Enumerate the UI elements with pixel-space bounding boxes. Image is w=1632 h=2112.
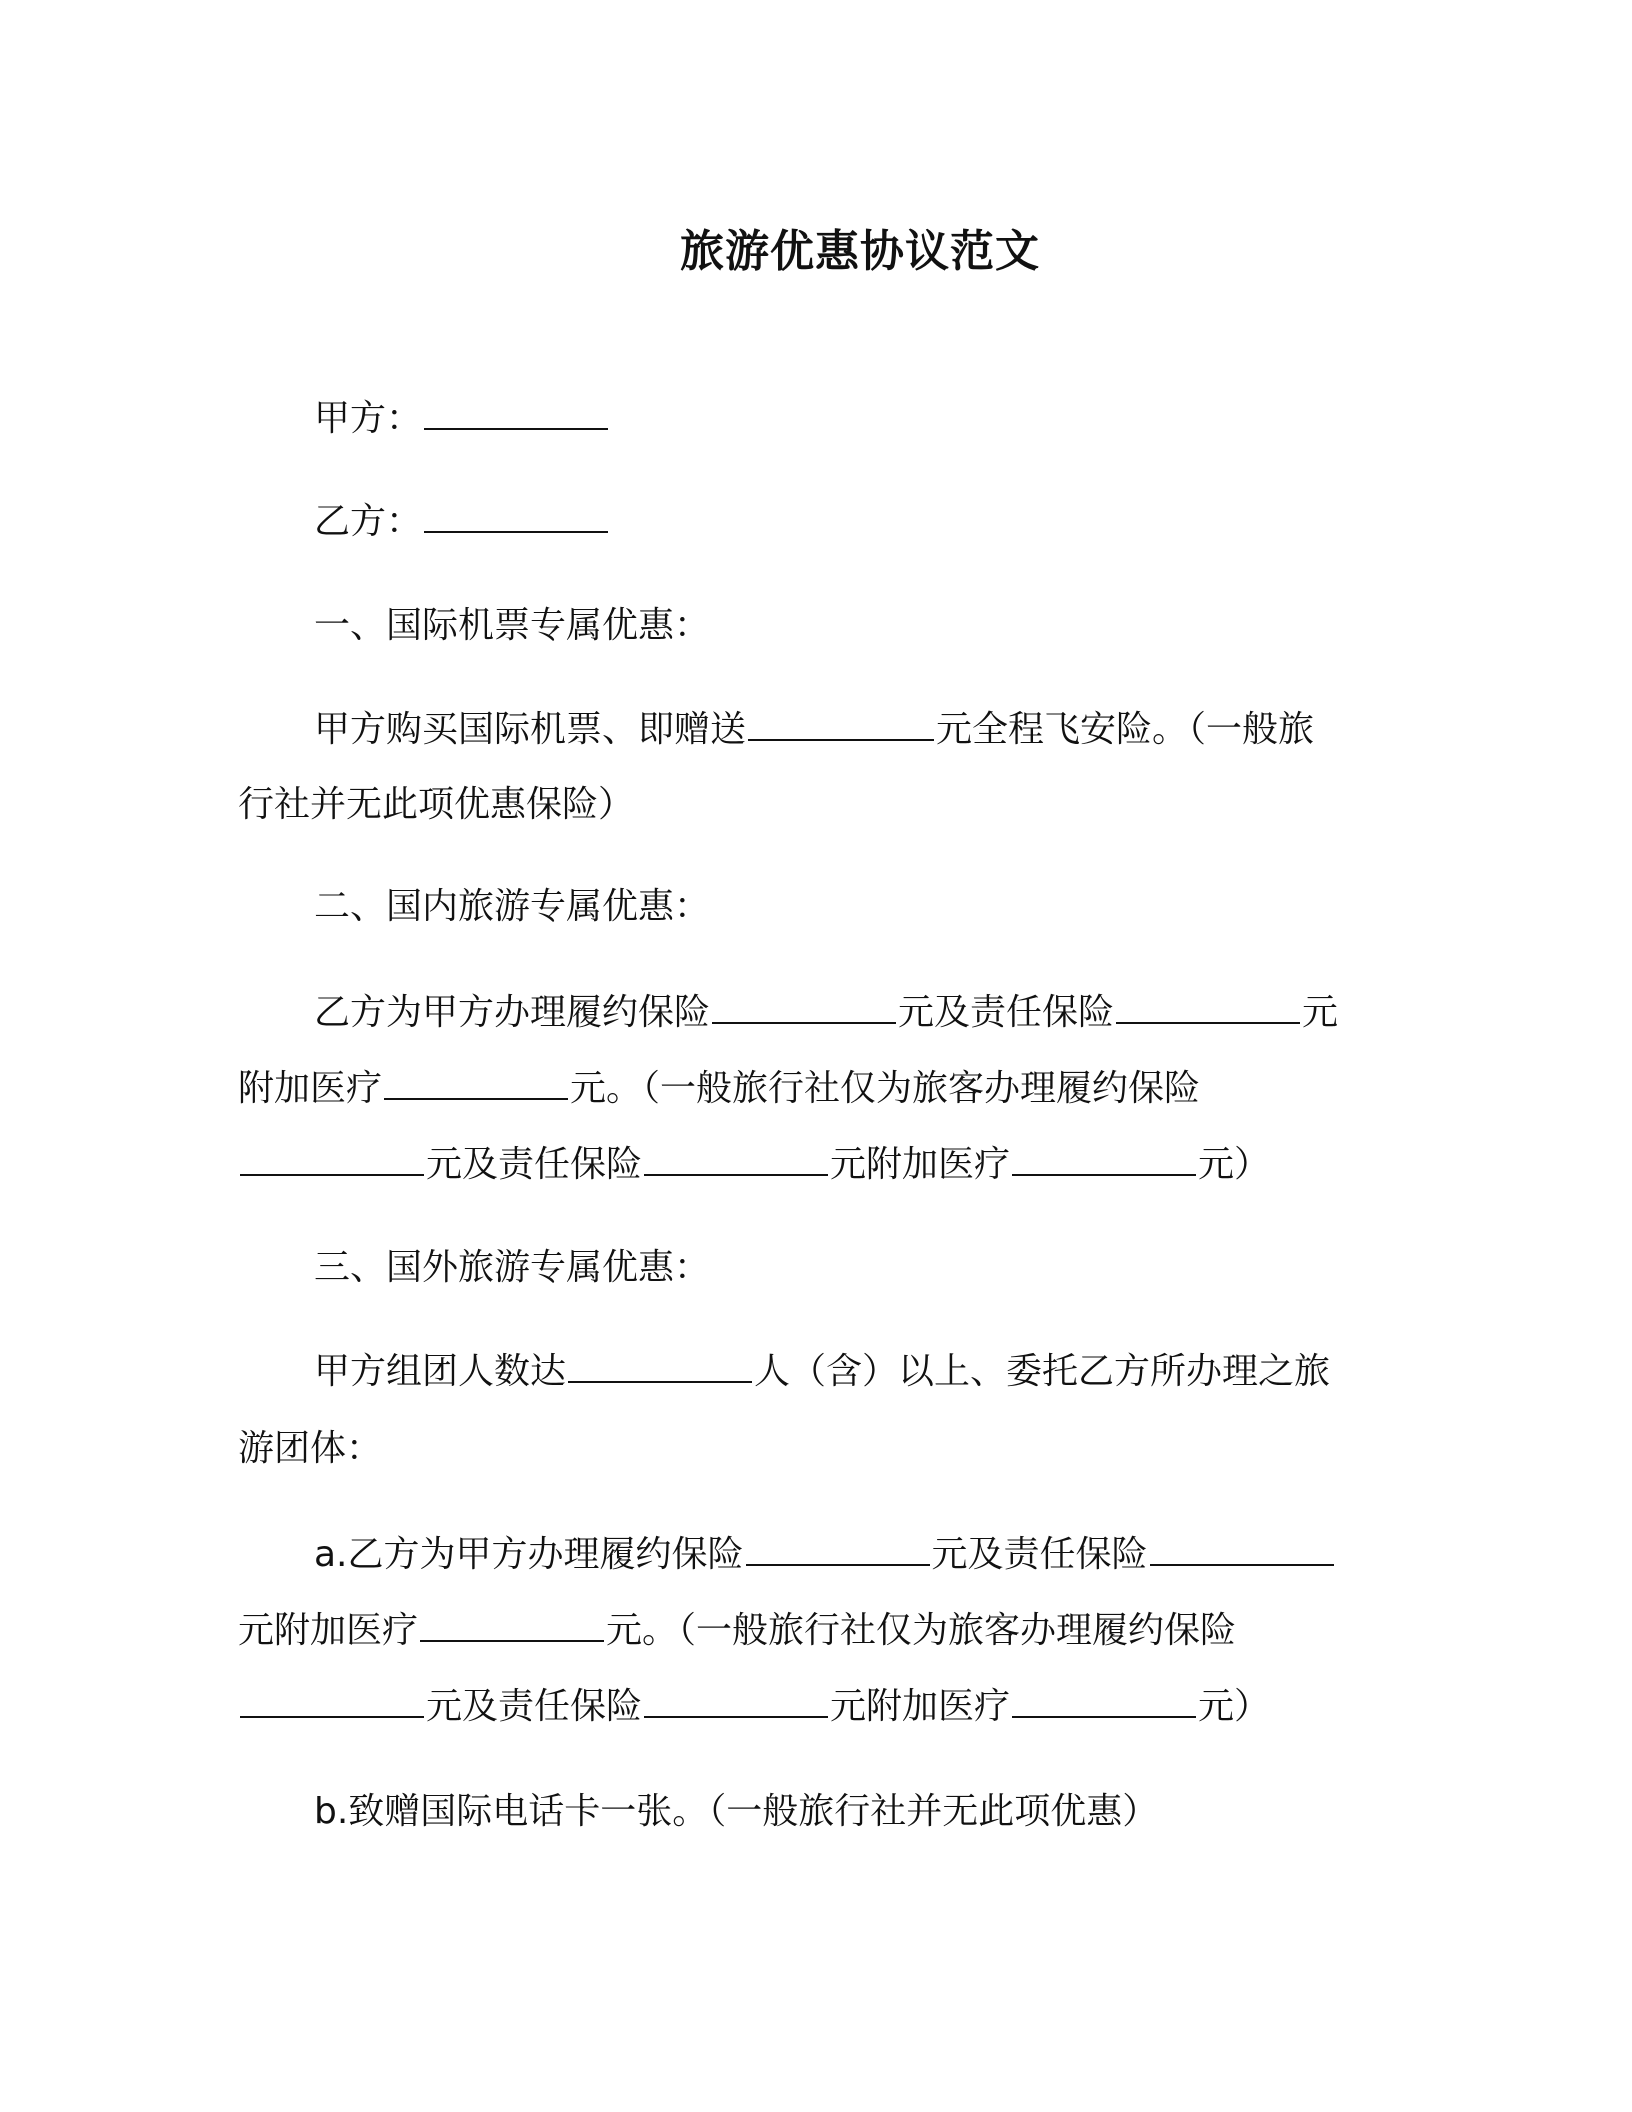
item-a-text: 元） <box>1198 1686 1271 1727</box>
item-b-line: b.致赠国际电话卡一张。（一般旅行社并无此项优惠） <box>314 1791 1159 1832</box>
item-a-text: 元附加医疗 <box>238 1610 419 1651</box>
section1-line-2: 行社并无此项优惠保险） <box>238 784 635 825</box>
section2-line-3 <box>238 1140 1270 1190</box>
party-b-blank <box>424 505 608 533</box>
item-a-blank <box>746 1538 930 1566</box>
section2-text: 元） <box>1198 1144 1271 1185</box>
item-a-blank <box>1150 1538 1334 1566</box>
item-a-blank <box>1012 1690 1196 1718</box>
item-a-blank <box>240 1690 424 1718</box>
item-a-text: 元及责任保险 <box>931 1534 1148 1575</box>
item-a-line-1 <box>314 1530 1336 1580</box>
item-a-text: 元及责任保险 <box>426 1686 643 1727</box>
section3-line-1 <box>314 1347 1330 1397</box>
section2-blank <box>712 996 896 1024</box>
section1-heading: 一、国际机票专属优惠： <box>314 605 711 646</box>
item-a-text: a.乙方为甲方办理履约保险 <box>314 1534 744 1575</box>
section2-blank <box>1116 996 1300 1024</box>
section3-blank <box>568 1355 752 1383</box>
section2-line-1 <box>314 988 1338 1038</box>
party-b-line <box>314 497 610 547</box>
section3-text: 甲方组团人数达 <box>314 1351 567 1392</box>
section2-text: 元。（一般旅行社仅为旅客办理履约保险 <box>570 1068 1201 1109</box>
section3-text: 人（含）以上、委托乙方所办理之旅 <box>754 1351 1331 1392</box>
section2-text: 元附加医疗 <box>830 1144 1011 1185</box>
item-a-blank <box>420 1614 604 1642</box>
item-a-line-3 <box>238 1682 1270 1732</box>
party-a-line <box>314 394 610 444</box>
party-a-label: 甲方： <box>314 398 423 439</box>
section3-line-2: 游团体： <box>238 1428 383 1469</box>
section2-text: 元 <box>1302 992 1339 1033</box>
section2-blank <box>1012 1148 1196 1176</box>
section2-blank <box>240 1148 424 1176</box>
section3-heading: 三、国外旅游专属优惠： <box>314 1247 711 1288</box>
item-a-text: 元附加医疗 <box>830 1686 1011 1727</box>
section2-blank <box>384 1072 568 1100</box>
section2-text: 元及责任保险 <box>898 992 1115 1033</box>
item-a-text: 元。（一般旅行社仅为旅客办理履约保险 <box>606 1610 1237 1651</box>
section1-text: 甲方购买国际机票、即赠送 <box>314 709 747 750</box>
section2-line-2 <box>238 1064 1200 1114</box>
party-b-label: 乙方： <box>314 501 423 542</box>
section2-blank <box>644 1148 828 1176</box>
item-a-line-2 <box>238 1606 1236 1656</box>
document-title: 旅游优惠协议范文 <box>680 226 1040 277</box>
item-a-blank <box>644 1690 828 1718</box>
section1-text: 元全程飞安险。（一般旅 <box>936 709 1315 750</box>
section2-text: 元及责任保险 <box>426 1144 643 1185</box>
party-a-blank <box>424 402 608 430</box>
section2-text: 乙方为甲方办理履约保险 <box>314 992 711 1033</box>
section2-text: 附加医疗 <box>238 1068 383 1109</box>
section1-line-1 <box>314 705 1314 755</box>
section1-blank <box>748 713 934 741</box>
section2-heading: 二、国内旅游专属优惠： <box>314 886 711 927</box>
